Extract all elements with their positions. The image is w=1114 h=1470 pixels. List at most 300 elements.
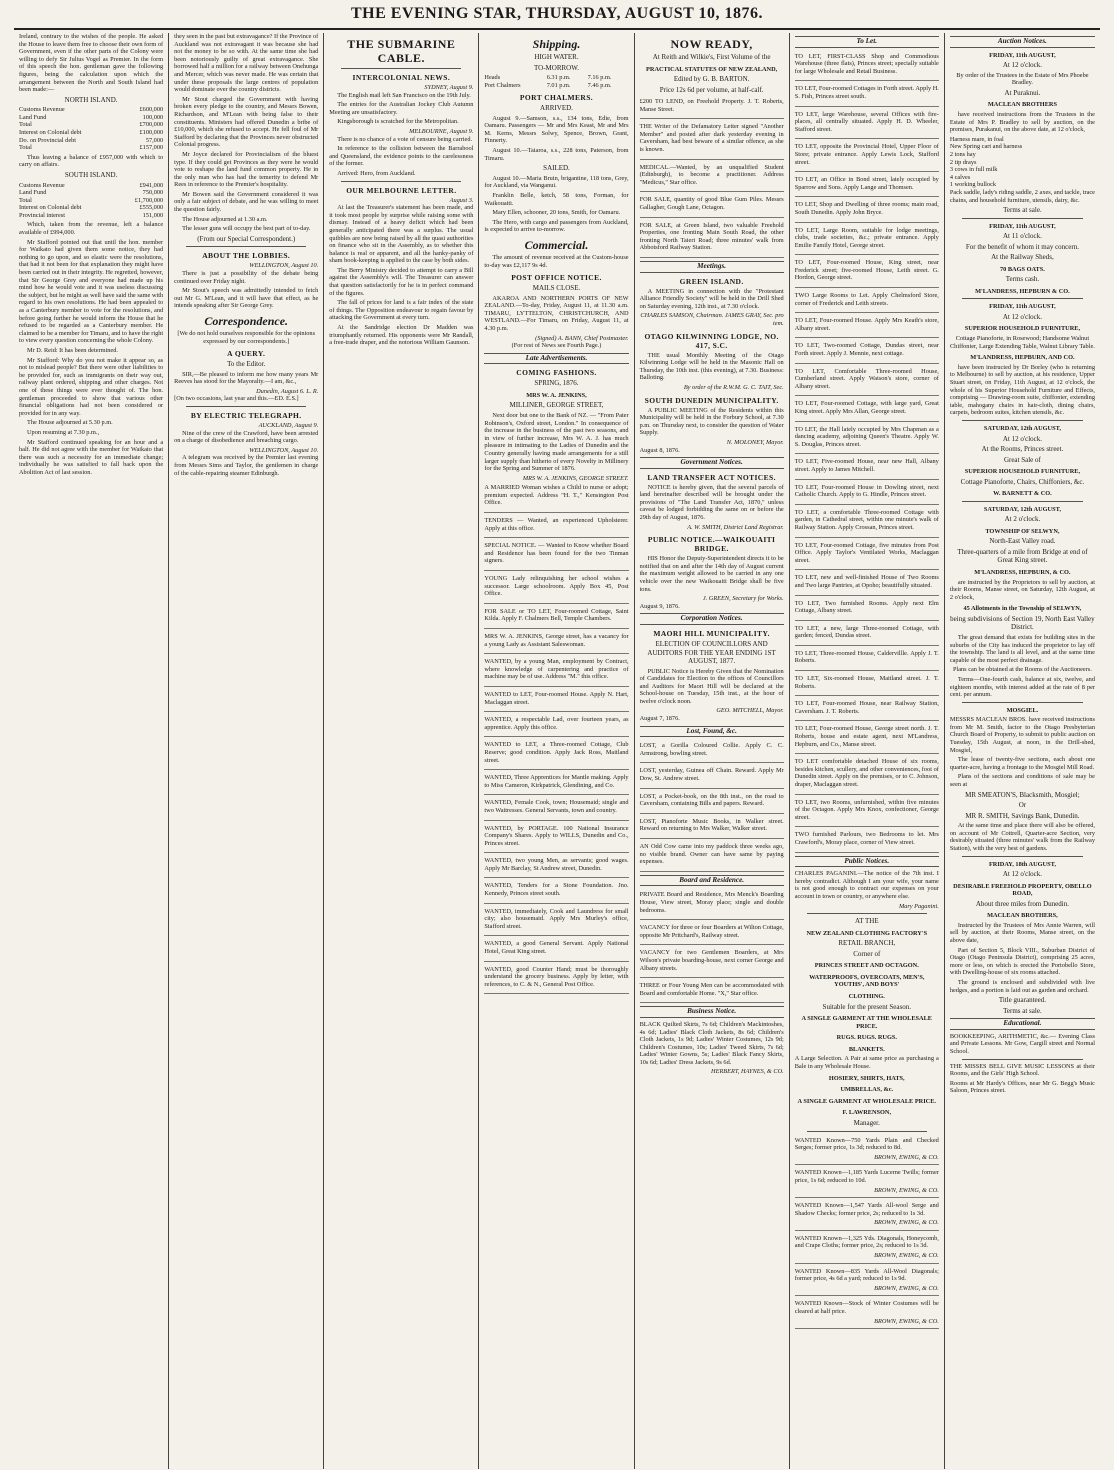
ad-body: YOUNG Lady relinquishing her school wishes a successor. Large schoolroom. Apply Box 45, Post Office. [484, 575, 629, 598]
section-heading: Shipping. [532, 37, 581, 51]
section-heading: Auction Notices. [950, 36, 1095, 48]
auction-sale: Great Sale of [1003, 455, 1041, 464]
auction-item: 2 tip drays [949, 158, 977, 166]
dateline: SYDNEY, August 9. [424, 84, 474, 91]
notice-date: August 8, 1876. [639, 446, 680, 454]
notice-signature: Mary Paganini. [898, 902, 939, 910]
ad-body: TO LET, a new, large Three-roomed Cottage, with garden; fenced, Dundas street. [794, 624, 939, 640]
row-label: Interest on Colonial debt [19, 204, 82, 212]
auction-item: 3 cows in full milk [949, 166, 998, 174]
lost-found-ad [640, 791, 784, 814]
ad-body: TO LET, Three-roomed House, Caldervillle. Apply J. T. Roberts. [794, 649, 939, 665]
ad-signature: BROWN, EWING, & CO. [874, 1153, 939, 1161]
to-let-ad [795, 797, 939, 828]
ad-body: TENDERS — Wanted, an experienced Upholsterer. Apply at this office. [484, 517, 629, 532]
ad-body: TO LET, Four-roomed Cottages in Forth street. Apply H. S. Fish, Princes street south. [794, 85, 939, 100]
ad-body: WANTED, a respectable Lad, over fourteen years, as apprentice. Apply this office. [484, 716, 629, 731]
row-label: Land Fund [19, 189, 47, 197]
section-heading: Meetings. [640, 261, 784, 273]
ad-body: TO LET, Four-roomed House in Dowling street, next Catholic Church. Apply to G. Hindle, Princes street. [794, 483, 939, 499]
board-list [640, 889, 784, 1003]
to-let-ad [795, 698, 939, 721]
row-value: £1,700,000 [134, 196, 164, 204]
ad-body: WANTED, Female Cook, town; Housemaid; single and two Waitresses. General Servants, town and country. [484, 799, 629, 814]
row-label: Provincial interest [19, 211, 65, 219]
row-label: Interest on Colonial debt [19, 129, 82, 137]
article-paragraph: Ireland, contrary to the wishes of the people. He asked the House to leave them free to choose their own form of Government, even if the other parts of the Colony were willing to defy Sir Julius Vogel as Premier. In the form of this speech the hon. gentleman gave the following figures, being the calculation upon which the arrangement between the North and South Island had been made:— [19, 33, 164, 94]
lost-found-list [640, 740, 784, 872]
ad-body: PRIVATE Board and Residence, Mrs Menck's Boarding House, View street, Moray place; single and double bedrooms. [639, 891, 784, 914]
to-let-ad [795, 540, 939, 571]
article-paragraph: they seen in the past but extravagance? If the Province of Auckland was not extravagant it was because she had not the money to be so with. At the same time she had been notoriously guilty of great extravagance. She borrowed half a million for a railway between Onehunga and Mercer, which was never made. He was certain that under these proposals the large centres of population would dominate over the country districts. [174, 33, 319, 94]
ad-line: Suitable for the present Season. [822, 1002, 911, 1011]
dateline: WELLINGTON, August 10. [249, 262, 319, 270]
auction-title: SUPERIOR HOUSEHOLD FURNITURE, [964, 468, 1081, 476]
ad-signature: BROWN, EWING, & CO. [874, 1186, 939, 1194]
ad-body: WANTED, good Counter Hand; must be thoroughly understand the grocery business. Apply by letter, with references, to C. & N., General Post Office. [484, 965, 629, 988]
divider [341, 181, 461, 182]
ad-body: LOST, yesterday, Guinea off Chain. Reward. Apply Mr Dow, St. Andrew street. [639, 767, 784, 783]
tide-morning: 7.01 p.m. [546, 81, 571, 89]
auction-date: FRIDAY, 11th AUGUST, [989, 222, 1056, 230]
board-ad [640, 922, 784, 945]
article-paragraph: Mr Joyce declared for Provincialism of the bluest type. If they could get Provinces as they were he would vote to reshape the land fund common property. He in the only man who has had the temerity to defend Mr Rees in reference to the Premier's hospitality. [174, 150, 319, 189]
article-paragraph: A telegram was received by the Premier last evening from Messrs Sims and Taylor, the gentlemen in charge of the cable-repairing steamer Edinburgh. [174, 454, 319, 477]
auction-body: The great demand that exists for building sites in the suburbs of the City has induced the proprietor to lay off the township. The land is all level, and at the same time capable of the most perfect drainage. [949, 633, 1095, 664]
small-ad [484, 855, 628, 878]
brown-ewing-ad [795, 1200, 939, 1231]
finance-row [19, 204, 163, 212]
row-label: Total [19, 196, 32, 204]
section-heading: ABOUT THE LOBBIES. [202, 251, 291, 261]
ad-signature: HERBERT, HAYNES, & CO. [711, 1068, 784, 1076]
small-ad [484, 515, 628, 538]
divider [186, 246, 306, 247]
auction-time: At 12 o'clock. [1002, 312, 1042, 321]
auction-body: The lease of twenty-five sections, each about one quarter-acre, having a frontage to the Mosgiel Mill Road. [949, 756, 1095, 771]
ad-body: WANTED Known—1,547 Yards All-wool Serge and Shadow Checks; former price, 2s; reduced to 1s 3d. [794, 1202, 939, 1217]
tide-place: Port Chalmers [484, 81, 521, 89]
auction-body: have been instructed by Dr Borley (who is returning to Melbourne) to sell by auction, at his residence, Upper Stuart street, on Friday, 11th August, at 12 o'clock, the whole of his Superior Household Furniture and Effects, comprising — Drawing-room suite, chiffonier, extending table, mahogany chairs in hair-cloth, dining chairs, carpets, bedroom suites, kitchen utensils, &c. [949, 363, 1095, 417]
ad-body: TO LET comfortable detached House of six rooms, besides kitchen, scullery, and other conveniences, foot of Dunedin street. Apply on the premises, or to C. Johnson, draper, Maclaggan street. [794, 758, 939, 788]
to-let-ad [795, 340, 939, 363]
customs-note: The amount of revenue received at the Custom-house to-day was £2,117 9s 4d. [484, 253, 629, 269]
row-value: £941,000 [139, 181, 164, 189]
article-paragraph: Mr D. Reid: It has been determined. [27, 346, 118, 354]
finance-row [19, 106, 163, 114]
auction-title: DESIRABLE FREEHOLD PROPERTY, OBELLO ROAD, [953, 882, 1092, 898]
to-let-ad [795, 482, 939, 505]
notice-body: NOTICE is hereby given, that the several parcels of land hereinafter described will be brought under the provisions of "The Land Transfer Act, 1870," unless caveat be lodged forbidding the same on or before the 29th day of August, 1876. [639, 483, 784, 522]
ad-body: TO LET, Four-roomed Cottage, five minutes from Post Office. Apply Taylor's Ventilated Works, Maclaggan street. [794, 541, 939, 564]
to-let-ad [795, 141, 939, 172]
finance-row [19, 212, 163, 220]
brown-ewing-ad [795, 1266, 939, 1297]
ad-body: A Large Selection. A Pair at same price as purchasing a Bale in any Wholesale House. [794, 1055, 939, 1071]
small-ad [484, 772, 628, 795]
section-heading: Public Notices. [795, 856, 939, 868]
ad-title: PRACTICAL STATUTES OF NEW ZEALAND, [646, 65, 778, 73]
row-value: £700,000 [139, 121, 164, 129]
small-ad [484, 689, 628, 712]
row-label: Customs Revenue [19, 106, 65, 114]
divider [341, 68, 461, 69]
letter-title: A QUERY. [227, 349, 266, 359]
divider [807, 1131, 927, 1132]
small-ad [484, 606, 628, 629]
ad-body: TO LET, Four-roomed House, near Railway Station, Caversham. J. T. Roberts. [794, 700, 939, 715]
auction-place: At the Rooms, Princes street. [981, 445, 1064, 454]
auctioneer-name: W. BARNETT & CO. [993, 490, 1052, 498]
auction-lot: 70 BAGS OATS. [999, 265, 1045, 273]
row-value: £555,000 [139, 204, 164, 212]
small-ad [640, 162, 784, 193]
section-heading: THE SUBMARINE CABLE. [347, 37, 456, 65]
small-ad [640, 121, 784, 159]
auction-body: Part of Section 5, Block VIII., Suburban District of Otago (Otago Peninsula District), comprising 25 acres, more or less, on which is erected the Portobello Store, with Dwelling-house of six rooms attached. [949, 946, 1095, 977]
auction-body: Instructed by the Trustees of Mrs Annie Warren, will sell by auction, at their Rooms, Manse street, on the above date, [949, 921, 1095, 945]
divider [962, 856, 1083, 857]
editorial-note: [On two occasions, last year and this.—ED. E.S.] [174, 395, 299, 403]
auction-sub: Cottage Pianoforte, in Rosewood; Handsome Walnut Chiffonier, Large Extending Table, Walnut Library Table. [949, 335, 1095, 350]
to-let-ad [795, 598, 939, 621]
row-value: 151,000 [142, 211, 164, 219]
auction-body: are instructed by the Proprietors to sell by auction, at their Rooms, Manse street, on Saturday, 12th August, at 2 o'clock, [949, 578, 1095, 601]
ad-body: BOOKKEEPING, ARITHMETIC, &c.— Evening Class and Private Lessons. Mr Gow, Cargill street and Normal School. [949, 1032, 1095, 1055]
ad-body: VACANCY for two Gentlemen Boarders, at Mrs Wilson's private boarding-house, next corner George and Albany streets. [639, 949, 784, 972]
to-let-ad [795, 315, 939, 338]
row-label: Total [19, 144, 32, 152]
ad-body: A MARRIED Woman wishes a Child to nurse or adopt; premium expected. Address "H. T.," Kensington Post Office. [484, 484, 629, 507]
article-paragraph: The fall of prices for land is a fair index of the state of things. The Opposition endeavour to regain favour by attacking the Government at every turn. [329, 299, 474, 322]
ad-signature-role: Manager. [853, 1119, 880, 1128]
ad-heading: COMING FASHIONS. [516, 368, 597, 378]
ad-body: TO LET, opposite the Provincial Hotel, Upper Floor of Store; private entrance. Apply Lewis Lock, Stafford street. [794, 143, 939, 166]
lost-found-ad [640, 740, 784, 763]
row-value: 750,000 [142, 189, 164, 197]
finance-row [19, 197, 163, 205]
ad-body: TO LET, new and well-finished House of Two Rooms and Two large Pantries, at Opoho; beautifully situated. [794, 574, 939, 589]
section-heading: Correspondence. [204, 313, 289, 328]
departure-entry: August 10.—Maria Bruin, brigantine, 118 tons, Grey, for Auckland, via Wanganui. [484, 174, 629, 190]
notice-body: A PUBLIC MEETING of the Residents within this Municipality will be held in the Forbury School, at 7.30 p.m. on Thursday next, to consider the question of Water Supply. [639, 406, 784, 437]
ad-line: HOSIERY, SHIRTS, HATS, [828, 1074, 905, 1082]
column-2 [169, 33, 324, 1469]
notice-signature: CHARLES SAMSON, Chairman. JAMES GRAY, Sec. pro tem. [640, 312, 784, 327]
auction-sub: Three-quarters of a mile from Bridge at end of Great King street. [957, 547, 1088, 565]
row-value: £157,000 [139, 144, 164, 152]
tide-evening: 7.16 p.m. [587, 74, 612, 81]
auction-body: At the same time and place there will also be offered, on account of Mr Cottrell, Quarter-acre Section, very desirably situated (three minutes' walk from the Railway Station), with the very best of gardens. [949, 822, 1095, 852]
auction-title: SUPERIOR HOUSEHOLD FURNITURE, [964, 325, 1081, 333]
auctioneer-name: M'LANDRESS, HEPBURN, AND CO. [970, 354, 1075, 362]
auctioneer-name: M'LANDRESS, HEPBURN & CO. [975, 287, 1070, 295]
section-heading: Government Notices. [640, 457, 784, 469]
ad-subheading: SPRING, 1876. [534, 379, 579, 388]
ad-name: MRS W. A. JENKINS, [526, 391, 587, 399]
ad-body: TWO Large Rooms to Let. Apply Chelmsford Store, corner of Frederick and Leith streets. [794, 292, 939, 307]
auction-time: At 11 o'clock. [1002, 232, 1042, 241]
finance-row [19, 121, 163, 129]
auction-title-guarantee: Title guaranteed. [998, 996, 1046, 1005]
editorial-note: [We do not hold ourselves responsible for the opinions expressed by our correspondents.] [177, 329, 316, 345]
to-let-ad [795, 648, 939, 671]
ad-body: THE Writer of the Defamatory Letter signed "Another Member" and posted after dark yesterday evening in Caversham, had best beware of a similar offence, as she is known. [639, 123, 784, 154]
auction-place: At Puraknui. [1004, 88, 1041, 97]
ad-heading: NEW ZEALAND CLOTHING FACTORY'S [806, 929, 928, 937]
finance-row [19, 129, 163, 137]
article-paragraph: Arrived: Hero, from Auckland. [337, 169, 416, 177]
ad-body: Rooms at Mr Hardy's Offices, near Mr G. Begg's Music Saloon, Princes street. [949, 1079, 1095, 1095]
auction-item: Harness mare, in foal [949, 135, 1004, 143]
small-ad [484, 797, 628, 820]
to-let-ad [795, 572, 939, 595]
arrival-entry: August 10.—Taiaroa, s.s., 228 tons, Paterson, from Timaru. [484, 147, 629, 162]
ad-role: MILLINER, GEORGE STREET, [509, 401, 604, 410]
ad-body: TWO furnished Parlours, two Bedrooms to let. Mrs Crawford's, Moray place, corner of View street. [794, 831, 939, 846]
section-heading: Educational. [950, 1018, 1095, 1030]
ad-body: TO LET, an Office in Bond street, lately occupied by Sparrow and Sons. Apply Lange and Thomsen. [794, 176, 939, 191]
column-7 [945, 33, 1100, 1469]
row-label: Total [19, 121, 32, 129]
ad-signature: F. LAWRENSON, [842, 1109, 892, 1117]
auction-agent: MR SMEATON'S, Blacksmith, Mosgiel; [965, 790, 1080, 799]
ad-body: FOR SALE or TO LET, Four-roomed Cottage, Saint Kilda. Apply F. Chalmers Bell, Temple Chambers. [484, 607, 629, 623]
ad-line: WATERPROOFS, OVERCOATS, MEN'S, YOUTHS', AND BOYS' [809, 973, 925, 989]
ad-body: WANTED, by a young Man, employment by Contract, where knowledge of carpentering and practice of machine may be of use. Address "M." this office. [484, 658, 629, 681]
to-let-ad [795, 398, 939, 421]
row-value: £100,000 [139, 129, 164, 137]
to-let-ad [795, 424, 939, 455]
ad-body: TO LET, large Warehouse, several Offices with fire-places, all centrally situated. Apply H. D. Wheeler, Stafford street. [794, 110, 939, 133]
subheading: ARRIVED. [540, 104, 573, 113]
notice-date: August 9, 1876. [639, 602, 680, 610]
small-ad [484, 739, 628, 770]
ad-body: TO LET, FIRST-CLASS Shop and Commodious Warehouse (three flats), Princes street; specially suitable for large Wholesale and Retail Business. [794, 52, 939, 75]
to-let-ad [795, 109, 939, 140]
to-let-ad [795, 225, 939, 256]
article-paragraph: The lesser guns will occupy the best part of to-day. [182, 225, 311, 233]
row-value: 57,000 [145, 136, 164, 144]
article-paragraph: In reference to the collision between the Barrabool and Queensland, the evidence points to the carelessness of the former. [329, 145, 474, 168]
board-ad [640, 980, 784, 1003]
column-5 [635, 33, 790, 1469]
tide-evening: 7.46 p.m. [587, 81, 612, 89]
small-ad [640, 220, 784, 258]
auction-time: At 12 o'clock. [1002, 870, 1042, 879]
auction-order: By order of the Trustees in the Estate of Mrs Phoebe Bradley. [956, 71, 1089, 87]
divider [962, 702, 1083, 703]
row-value: 100,000 [142, 113, 164, 121]
ad-body: WANTED to LET, Four-roomed House. Apply N. Hart, Maclaggan street. [484, 690, 629, 706]
notice-title: LAND TRANSFER ACT NOTICES. [647, 472, 776, 482]
lost-found-ad [640, 765, 784, 788]
divider [962, 501, 1083, 502]
ad-body: TO LET, the Hall lately occupied by Mrs Chapman as a dancing academy, adjoining Queen's Theatre. Apply W. S. Douglas, Princes street. [794, 425, 939, 448]
section-subheading: PORT CHALMERS. [519, 93, 594, 103]
brown-ewing-ad [795, 1298, 939, 1329]
masthead: THE EVENING STAR, THURSDAY, AUGUST 10, 1876. [14, 0, 1100, 30]
auction-body: Plans of the sections and conditions of sale may be seen at [949, 773, 1095, 789]
brown-ewing-ad [795, 1167, 939, 1198]
subheading: HIGH WATER. [534, 53, 579, 61]
notice-title: MAORI HILL MUNICIPALITY. [653, 629, 770, 638]
subheading: TO-MORROW. [534, 63, 579, 72]
ad-body: WANTED, two young Men, as servants; good wages. Apply Mr Barclay, St Andrew street, Dunedin. [484, 857, 629, 872]
ad-body: WANTED Known—750 Yards Plain and Checked Serges; former price, 1s 3d; reduced to 8d. [794, 1136, 939, 1152]
to-let-ad [795, 456, 939, 479]
column-1 [14, 33, 169, 1469]
section-heading: Commercial. [524, 237, 589, 252]
divider [807, 913, 927, 914]
ad-body: THREE or Four Young Men can be accommodated with Board and comfortable Home. "X," Star office. [639, 982, 784, 997]
ad-body: FOR SALE, quantity of good Blue Gum Piles. Messrs Gallagher, Gough Lane, Octagon. [639, 196, 784, 212]
section-heading: Late Advertisements. [484, 353, 628, 365]
small-ad [484, 880, 628, 903]
auction-agent: MR R. SMITH, Savings Bank, Dunedin. [965, 811, 1080, 820]
row-label: Do. on Provincial debt [19, 136, 77, 144]
to-let-ad [795, 257, 939, 288]
ad-line: BLANKETS. [848, 1045, 885, 1053]
board-ad [640, 947, 784, 978]
notice-signature: N. MOLONEY, Mayor. [726, 438, 784, 446]
small-ad [484, 482, 628, 513]
ad-body: BLACK Quilted Skirts, 7s 6d; Children's Mackintoshes, 4s 6d; Ladies' Black Cloth Jackets, 8s 6d; Children's Cloth Jackets, 1s 9d; Ladies' Winter Costumes, 12s 9d; Children's Costumes, 10s; Ladies' Tweed Skirts, 7s 6d; Ladies' Winter Gowns, 5s; Ladies' Black Fancy Skirts, 10s 6d; Ladies' Dress Jackets, 9s 6d. [639, 1020, 784, 1066]
ad-signature: MRS W. A. JENKINS, GEORGE STREET. [522, 474, 629, 482]
auction-item: New Spring cart and harness [949, 143, 1023, 151]
auction-time: At 12 o'clock. [1002, 434, 1042, 443]
subheading: SAILED. [543, 164, 570, 173]
ad-body: TO LET, Shop and Dwelling of three rooms; main road, South Dunedin. Apply John Bryce. [794, 201, 939, 216]
auction-date: SATURDAY, 12th AUGUST, [983, 505, 1061, 513]
finance-row [19, 114, 163, 122]
dateline: AUCKLAND, August 9. [258, 421, 319, 429]
notice-body: PUBLIC Notice is Hereby Given that the Nomination of Candidates for Election to the offices of Councillors and Auditors for Maori Hill will be declared at the School-house on Tuesday, 15th inst., at the hour of twelve o'clock noon. [639, 667, 784, 705]
finance-row [19, 144, 163, 152]
auction-terms: Terms at sale. [1003, 206, 1042, 215]
ad-line: AT THE [854, 917, 879, 926]
article-paragraph: The House adjourned at 1.30 a.m. [182, 215, 268, 223]
notice-body: A MEETING in connection with the "Protestant Alliance Friendly Society" will be held in the Drill Shed on Saturday evening, 12th inst., at 7.30 o'clock. [639, 287, 784, 310]
auction-lot: 45 Allotments in the Township of SELWYN, [963, 605, 1082, 613]
ad-line: UMBRELLAS, &c. [840, 1086, 894, 1094]
to-let-ad [795, 723, 939, 754]
column-3 [324, 33, 479, 1469]
arrival-entry: August 9.—Samson, s.s., 134 tons, Edie, from Oamaru. Passengers — Mr and Mrs Keast, Mr and Mrs M. Kerns, Messrs Solwy, Spence, Brown, Grant, Finnerty. [484, 114, 629, 145]
column-4 [479, 33, 634, 1469]
small-ad [484, 906, 628, 937]
north-island-table [19, 106, 163, 152]
auction-time: At 12 o'clock. [1002, 61, 1042, 70]
small-ad [484, 714, 628, 737]
row-label: Land Fund [19, 113, 47, 121]
ad-body: TO LET, Comfortable Three-roomed House, Cumberland street. Apply Watson's store, corner of Albany street. [794, 367, 939, 390]
auction-time: At 2 o'clock. [1004, 515, 1041, 524]
table-label: NORTH ISLAND. [64, 95, 118, 104]
ad-body: FOR SALE, at Green Island, two valuable Freehold Properties, one fronting Main South Road, the other fronting North Taieri Road; three minutes' walk from Abbotsford Railway Station. [639, 221, 784, 252]
correspondent-credit: (From our Special Correspondent.) [197, 234, 296, 243]
auction-place: North-East Valley road. [989, 537, 1056, 546]
ad-body: SPECIAL NOTICE. — Wanted to Know whether Board and Residence has been found for the two Tinman signers. [484, 542, 629, 565]
ad-body: LOST, a Pocket-book, on the 8th inst., on the road to Caversham, containing Bills and papers. Reward. [639, 792, 784, 808]
ad-body: TO LET, Four-roomed House, George street north. J. T. Roberts, house and estate agent, next M'Landress, Hepburn, and Co., Manse street. [794, 725, 939, 748]
ad-body: TO LET, Four-roomed House. Apply Mrs Keath's store, Albany street. [794, 317, 939, 332]
south-island-table [19, 182, 163, 220]
auction-for: For the benefit of whom it may concern. [965, 242, 1079, 251]
letter-to: To the Editor. [227, 360, 266, 369]
small-ads-list [484, 482, 628, 994]
ad-body: WANTED Known—1,185 Yards Lucerne Twills; former price, 1s 6d; reduced to 10d. [794, 1169, 939, 1184]
notice-body: CHARLES PAGANINI.—The notice of the 7th inst. I hereby contradict. Although I am your wife, your name is not good enough to contract our expenses on your account in town or country, or anywhere else. [794, 870, 939, 900]
ad-body: Next door but one to the Bank of NZ. — "From Pater Robinson's, Oxford street, London." In consequence of the increase in the business of the past two seasons, and in view of further increase, Mrs W. A. J. has much pleasure in intimating to the Ladies of Dunedin and the Country generally having made arrangements for a still larger supply than hitherto of every Novelty in Millinery for the Spring and Summer of 1876. [484, 411, 629, 473]
finance-row [19, 137, 163, 145]
auction-item: 4 calves [949, 173, 971, 181]
ad-body: WANTED, Tenders for a Stone Foundation. Jno. Kennedy, Princes street south. [484, 882, 629, 898]
auction-date: FRIDAY, 11th AUGUST, [989, 51, 1056, 59]
ad-body: WANTED, Three Apprentices for Mantle making. Apply to Miss Cameron, Kirkpatrick, Glendining, and Co. [484, 774, 629, 789]
notice-signature: By order of the R.W.M. G. C. TAIT, Sec. [683, 383, 784, 391]
auction-date: FRIDAY, 18th AUGUST, [988, 860, 1056, 868]
ad-line: RETAIL BRANCH, [838, 939, 896, 948]
auction-terms: Terms at sale. [1003, 1006, 1042, 1015]
divider [186, 406, 306, 407]
section-heading: Corporation Notices. [640, 613, 784, 625]
section-heading: Board and Residence. [640, 875, 784, 887]
ad-body: MRS W. A. JENKINS, George street, has a vacancy for a young Lady as Assistant Saleswoman. [484, 633, 629, 648]
departure-entry: Mary Ellen, schooner, 20 tons, Smith, for Oamaru. [492, 209, 621, 217]
row-label: Customs Revenue [19, 181, 65, 189]
article-paragraph: The entries for the Australian Jockey Club Autumn Meeting are unsatisfactory. [329, 101, 474, 116]
ad-body: WANTED Known—835 Yards All-Wool Diagonals; former price, 4s 6d a yard; reduced to 1s 9d. [794, 1267, 939, 1283]
auction-sub: About three miles from Dunedin. [975, 899, 1069, 908]
divider [962, 420, 1083, 421]
auction-items [950, 136, 1095, 204]
ad-body: TO LET, a comfortable Three-roomed Cottage with garden, in Cathedral street, within one minute's walk of Railway Station. Apply Crossan, Princes street. [794, 508, 939, 531]
auction-terms: Terms—One-fourth cash, balance at six, twelve, and eighteen months, with interest added at the rate of 8 per cent. per annum. [949, 675, 1095, 699]
ad-body: WANTED, a good General Servant. Apply National Hotel, Great King street. [484, 940, 629, 956]
tide-row [484, 82, 628, 90]
auction-item: Pack saddle, lady's riding saddle, 2 axes, and tackle, trace chains, and household furniture, utensils, dairy, &c. [949, 188, 1095, 204]
ad-line: CLOTHING. [848, 993, 885, 1000]
ad-subheading: At Reith and Wilkie's, First Volume of the [652, 53, 771, 61]
article-paragraph: The English mail left San Francisco on the 19th July. [337, 91, 471, 99]
letter-signature: Dunedin, August 6. L. R. [256, 387, 319, 395]
section-heading: OUR MELBOURNE LETTER. [346, 185, 457, 195]
finance-row [19, 182, 163, 190]
ad-subheading: Price 12s 6d per volume, at half-calf. [659, 85, 764, 94]
auction-title: TOWNSHIP OF SELWYN, [985, 527, 1060, 535]
finance-row [19, 189, 163, 197]
ad-body: LOST, a Gorilla Coloured Collie. Apply C. C. Armstrong, bowling street. [639, 742, 784, 757]
ad-body: TO LET, Two-roomed Cottage, Dundas street, near Forth street. Apply J. Mennie, next cottage. [794, 342, 939, 358]
tide-table [484, 74, 628, 89]
section-heading: BY ELECTRIC TELEGRAPH. [190, 410, 302, 420]
auction-title: MOSGIEL. [1006, 706, 1039, 714]
small-ad [484, 656, 628, 687]
notice-signature: (Signed) A. BANN, Chief Postmaster. [535, 334, 629, 342]
small-ad [484, 823, 628, 854]
shipping-note: The Hero, with cargo and passengers from Auckland, is expected to arrive to-morrow. [484, 218, 629, 234]
notice-title: PUBLIC NOTICE.—WAIKOUAITI BRIDGE. [647, 535, 776, 554]
dateline: August 3. [449, 196, 474, 204]
small-ad [484, 938, 628, 961]
to-let-ad [795, 290, 939, 313]
auction-terms: Terms cash. [1005, 275, 1040, 284]
auction-date: FRIDAY, 11th AUGUST, [989, 303, 1056, 311]
letter-body: SIR,—Be pleased to inform me how many years Mr Reeves has stood for the Mayoralty.—I am, &c., [174, 370, 319, 386]
auction-sub: being subdivisions of Section 19, North East Valley District. [950, 614, 1095, 632]
dateline: WELLINGTON, August 10. [249, 446, 319, 454]
